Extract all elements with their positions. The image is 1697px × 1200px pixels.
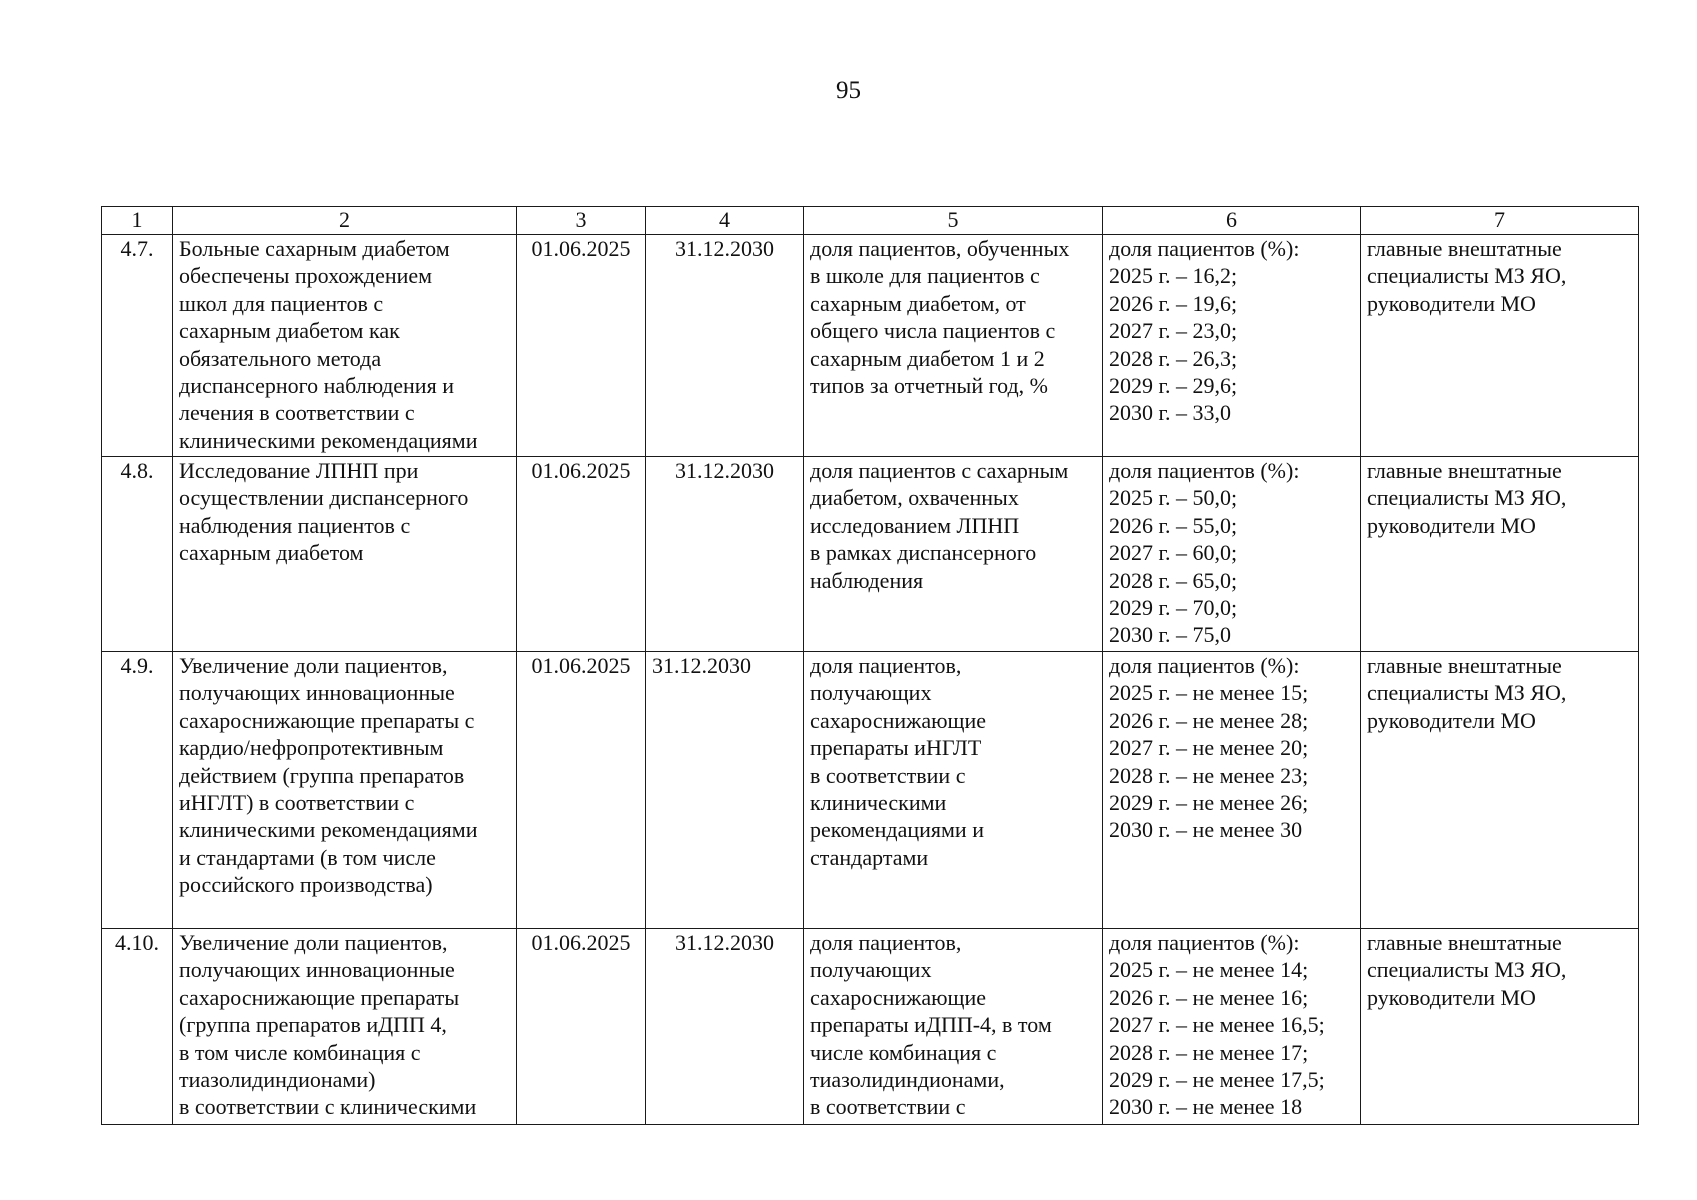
- responsible-line: специалисты МЗ ЯО,: [1367, 263, 1567, 289]
- activity-cell: [173, 929, 517, 1125]
- indicator-line: тиазолидиндионами,: [810, 1067, 1005, 1093]
- value-line: 2028 г. – не менее 23;: [1109, 762, 1309, 788]
- activity-line: лечения в соответствии с: [179, 400, 415, 426]
- responsible-line: руководители МО: [1367, 290, 1536, 316]
- indicator-line: в соответствии с: [810, 762, 966, 788]
- value-line: 2030 г. – не менее 30: [1109, 817, 1303, 843]
- responsible-line: главные внештатные: [1367, 653, 1562, 678]
- indicator-line: стандартами: [810, 844, 929, 870]
- responsible-cell: [1361, 457, 1639, 652]
- indicator-line: доля пациентов,: [810, 653, 962, 678]
- indicator-line: в школе для пациентов с: [810, 263, 1040, 289]
- activity-cell: [173, 235, 517, 457]
- activity-line: получающих инновационные: [179, 680, 455, 706]
- responsible-line: руководители МО: [1367, 984, 1536, 1010]
- indicator-line: доля пациентов с сахарным: [810, 458, 1069, 483]
- value-line: 2027 г. – 23,0;: [1109, 318, 1238, 344]
- row-number: 4.9.: [102, 652, 173, 929]
- indicator-line: препараты иДПП-4, в том: [810, 1012, 1052, 1038]
- value-line: 2029 г. – не менее 17,5;: [1109, 1067, 1325, 1093]
- responsible-cell: [1361, 235, 1639, 457]
- indicator-line: сахароснижающие: [810, 707, 987, 733]
- value-line: 2026 г. – не менее 28;: [1109, 707, 1309, 733]
- values-cell: [1103, 652, 1361, 929]
- value-line: 2026 г. – 55,0;: [1109, 512, 1238, 538]
- activity-line: действием (группа препаратов: [179, 762, 465, 788]
- indicator-line: диабетом, охваченных: [810, 485, 1019, 511]
- value-line: 2026 г. – 19,6;: [1109, 290, 1238, 316]
- activity-line: диспансерного наблюдения и: [179, 373, 454, 399]
- activity-line: получающих инновационные: [179, 957, 455, 983]
- end-date: 31.12.2030: [646, 652, 804, 929]
- measures-table: [101, 206, 1639, 1125]
- row-number: 4.8.: [102, 457, 173, 652]
- indicator-line: в рамках диспансерного: [810, 540, 1037, 566]
- indicator-line: рекомендациями и: [810, 817, 984, 843]
- activity-line: в том числе комбинация с: [179, 1039, 421, 1065]
- header-col-7: 7: [1361, 207, 1639, 235]
- row-number: 4.10.: [102, 929, 173, 1125]
- indicator-line: типов за отчетный год, %: [810, 373, 1048, 399]
- end-date: 31.12.2030: [646, 929, 804, 1125]
- values-cell: [1103, 929, 1361, 1125]
- indicator-cell: [804, 457, 1103, 652]
- activity-line: кардио/нефропротективным: [179, 735, 444, 761]
- values-cell: [1103, 235, 1361, 457]
- activity-line: российского производства): [179, 872, 433, 898]
- value-line: доля пациентов (%):: [1109, 236, 1300, 261]
- responsible-line: руководители МО: [1367, 707, 1536, 733]
- header-col-5: 5: [804, 207, 1103, 235]
- header-col-3: 3: [517, 207, 646, 235]
- indicator-line: препараты иНГЛТ: [810, 735, 982, 761]
- value-line: 2025 г. – 16,2;: [1109, 263, 1238, 289]
- activity-line: сахароснижающие препараты: [179, 984, 460, 1010]
- header-col-2: 2: [173, 207, 517, 235]
- value-line: доля пациентов (%):: [1109, 930, 1300, 955]
- activity-line: обязательного метода: [179, 345, 382, 371]
- activity-line: иНГЛТ) в соответствии с: [179, 790, 415, 816]
- activity-line: и стандартами (в том числе: [179, 844, 436, 870]
- activity-cell: [173, 652, 517, 929]
- activity-line: (группа препаратов иДПП 4,: [179, 1012, 447, 1038]
- activity-line: сахарным диабетом как: [179, 318, 400, 344]
- value-line: 2027 г. – 60,0;: [1109, 540, 1238, 566]
- row-number: 4.7.: [102, 235, 173, 457]
- start-date: 01.06.2025: [517, 235, 646, 457]
- table-row: [102, 652, 1639, 929]
- indicator-line: исследованием ЛПНП: [810, 512, 1020, 538]
- value-line: 2027 г. – не менее 20;: [1109, 735, 1309, 761]
- responsible-line: главные внештатные: [1367, 458, 1562, 483]
- responsible-cell: [1361, 652, 1639, 929]
- activity-line: клиническими рекомендациями: [179, 817, 478, 843]
- value-line: 2029 г. – не менее 26;: [1109, 790, 1309, 816]
- activity-cell: [173, 457, 517, 652]
- value-line: 2025 г. – не менее 15;: [1109, 680, 1309, 706]
- header-col-6: 6: [1103, 207, 1361, 235]
- value-line: доля пациентов (%):: [1109, 458, 1300, 483]
- value-line: 2030 г. – не менее 18: [1109, 1094, 1303, 1120]
- indicator-line: доля пациентов,: [810, 930, 962, 955]
- activity-line: Исследование ЛПНП при: [179, 458, 419, 483]
- value-line: 2030 г. – 75,0: [1109, 622, 1232, 648]
- responsible-line: специалисты МЗ ЯО,: [1367, 957, 1567, 983]
- activity-line: школ для пациентов с: [179, 290, 384, 316]
- indicator-line: получающих: [810, 680, 932, 706]
- indicator-line: сахарным диабетом 1 и 2: [810, 345, 1045, 371]
- value-line: 2025 г. – не менее 14;: [1109, 957, 1309, 983]
- indicator-cell: [804, 652, 1103, 929]
- activity-line: клиническими рекомендациями: [179, 427, 478, 453]
- indicator-line: в соответствии с: [810, 1094, 966, 1120]
- value-line: 2030 г. – 33,0: [1109, 400, 1232, 426]
- indicator-cell: [804, 929, 1103, 1125]
- responsible-line: главные внештатные: [1367, 236, 1562, 261]
- values-cell: [1103, 457, 1361, 652]
- indicator-line: наблюдения: [810, 567, 924, 593]
- start-date: 01.06.2025: [517, 652, 646, 929]
- activity-line: в соответствии с клиническими: [179, 1094, 477, 1120]
- page-number: 95: [836, 77, 861, 104]
- activity-line: сахарным диабетом: [179, 540, 364, 566]
- indicator-line: сахарным диабетом, от: [810, 290, 1026, 316]
- end-date: 31.12.2030: [646, 457, 804, 652]
- activity-line: Увеличение доли пациентов,: [179, 653, 448, 678]
- indicator-line: доля пациентов, обученных: [810, 236, 1070, 261]
- start-date: 01.06.2025: [517, 929, 646, 1125]
- activity-line: осуществлении диспансерного: [179, 485, 469, 511]
- activity-line: обеспечены прохождением: [179, 263, 433, 289]
- header-row: [102, 207, 1639, 235]
- value-line: 2028 г. – 26,3;: [1109, 345, 1238, 371]
- value-line: 2029 г. – 70,0;: [1109, 595, 1238, 621]
- indicator-line: получающих: [810, 957, 932, 983]
- indicator-line: клиническими: [810, 790, 947, 816]
- table-row: [102, 929, 1639, 1125]
- responsible-line: руководители МО: [1367, 512, 1536, 538]
- activity-line: Больные сахарным диабетом: [179, 236, 450, 261]
- value-line: 2028 г. – 65,0;: [1109, 567, 1238, 593]
- activity-line: тиазолидиндионами): [179, 1067, 376, 1093]
- indicator-line: числе комбинация с: [810, 1039, 997, 1065]
- value-line: доля пациентов (%):: [1109, 653, 1300, 678]
- value-line: 2025 г. – 50,0;: [1109, 485, 1238, 511]
- header-col-4: 4: [646, 207, 804, 235]
- value-line: 2027 г. – не менее 16,5;: [1109, 1012, 1325, 1038]
- indicator-line: сахароснижающие: [810, 984, 987, 1010]
- responsible-cell: [1361, 929, 1639, 1125]
- start-date: 01.06.2025: [517, 457, 646, 652]
- end-date: 31.12.2030: [646, 235, 804, 457]
- activity-line: сахароснижающие препараты с: [179, 707, 475, 733]
- table-row: [102, 457, 1639, 652]
- value-line: 2028 г. – не менее 17;: [1109, 1039, 1309, 1065]
- responsible-line: специалисты МЗ ЯО,: [1367, 680, 1567, 706]
- value-line: 2026 г. – не менее 16;: [1109, 984, 1309, 1010]
- indicator-cell: [804, 235, 1103, 457]
- table-row: [102, 235, 1639, 457]
- header-col-1: 1: [102, 207, 173, 235]
- indicator-line: общего числа пациентов с: [810, 318, 1056, 344]
- responsible-line: специалисты МЗ ЯО,: [1367, 485, 1567, 511]
- activity-line: наблюдения пациентов с: [179, 512, 411, 538]
- value-line: 2029 г. – 29,6;: [1109, 373, 1238, 399]
- responsible-line: главные внештатные: [1367, 930, 1562, 955]
- activity-line: Увеличение доли пациентов,: [179, 930, 448, 955]
